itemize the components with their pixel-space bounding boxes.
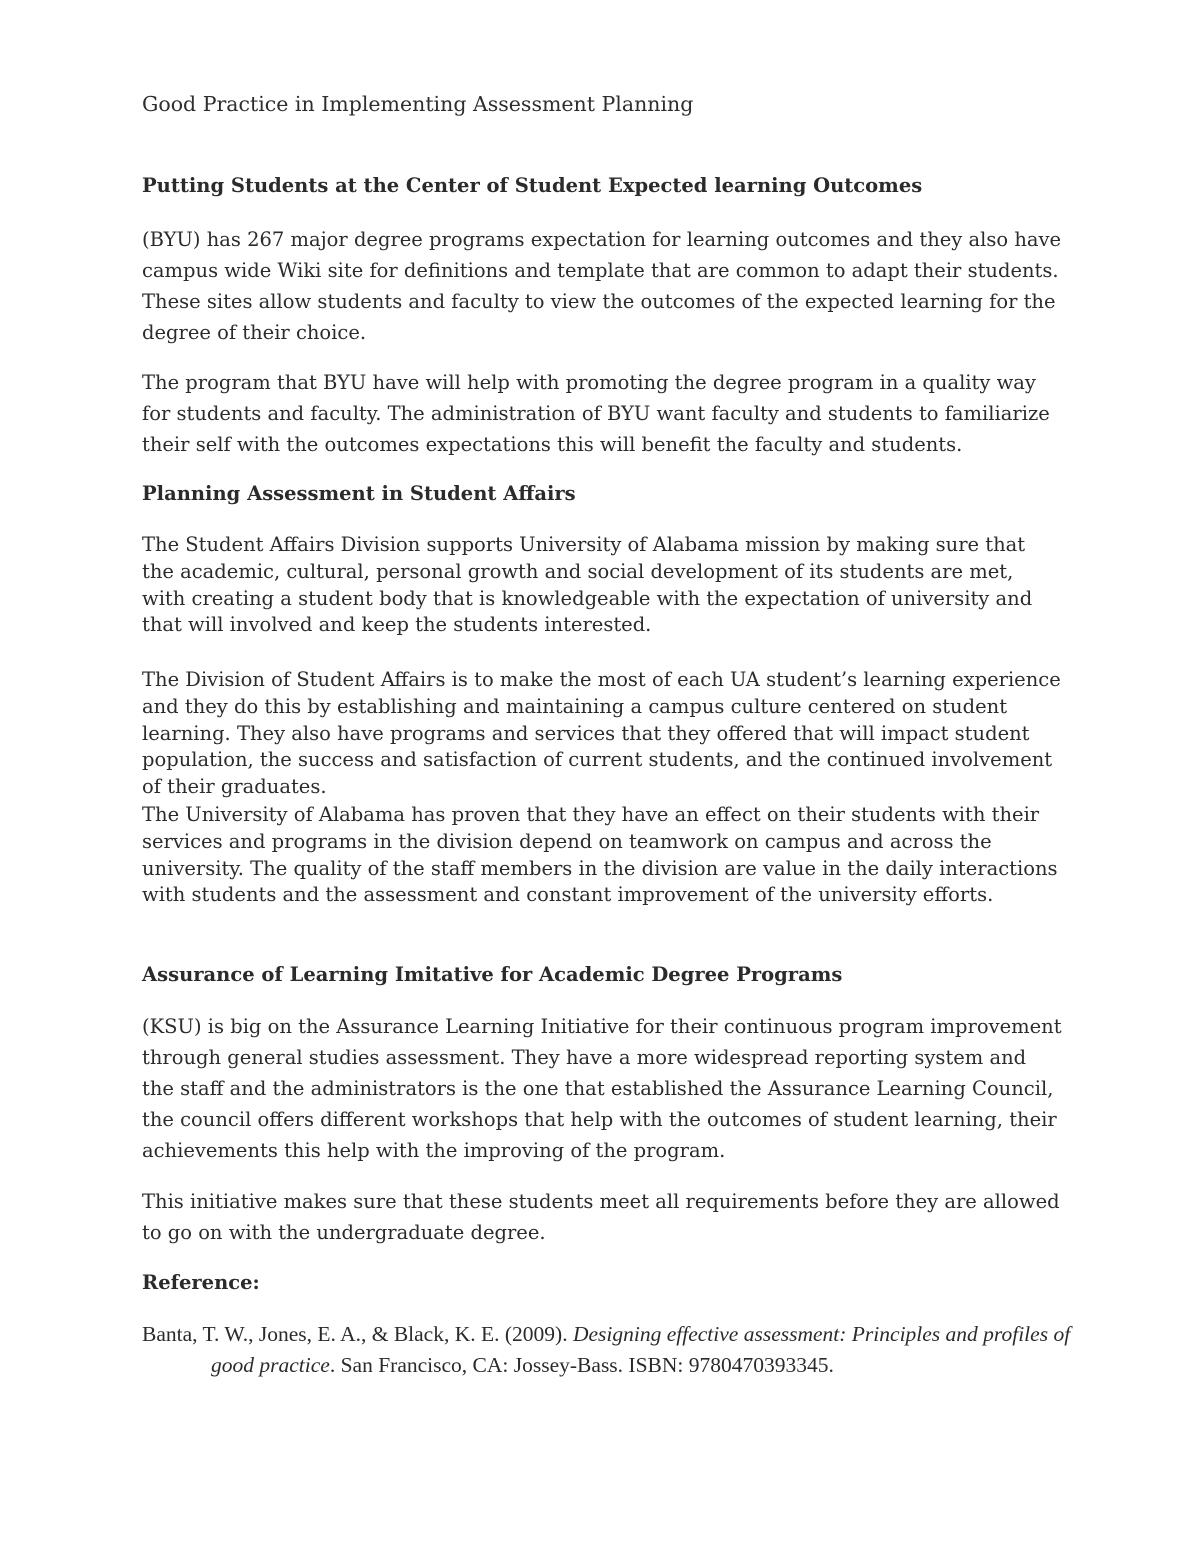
paragraph-byu-promotion: The program that BYU have will help with promoting the degree program in a quality way for students and faculty. The administration of BYU want faculty and students to familiarize their self with the outcomes expectations this will benefit the faculty and students. (142, 371, 1050, 456)
paragraph-initiative-requirements: This initiative makes sure that these students meet all requirements before they are allowed to go on with the undergraduate degree. (142, 1190, 1060, 1244)
paragraph-university-alabama: The University of Alabama has proven that they have an effect on their students with their services and programs in the division depend on teamwork on campus and across the university. The quality of the staff members in the division are value in the daily interactions with students and the assessment and constant improvement of the university efforts. (142, 803, 1058, 907)
reference-publisher: . San Francisco, CA: Jossey-Bass. ISBN: 9780470393345. (329, 1353, 834, 1377)
references-heading: Reference: (142, 1271, 260, 1294)
document-title: Good Practice in Implementing Assessment Planning (142, 92, 694, 116)
section-heading-student-affairs: Planning Assessment in Student Affairs (142, 482, 576, 505)
section-heading-student-outcomes: Putting Students at the Center of Student Expected learning Outcomes (142, 174, 923, 197)
paragraph-student-affairs-division: The Student Affairs Division supports University of Alabama mission by making sure that the academic, cultural, personal growth and social development of its students are met, with creating a student body that is knowledgeable with the expectation of university and that will involved and keep the students interested. (142, 533, 1033, 637)
section-heading-assurance-learning: Assurance of Learning Imitative for Academic Degree Programs (142, 963, 843, 986)
paragraph-student-affairs-purpose: The Division of Student Affairs is to make the most of each UA student’s learning experience and they do this by establishing and maintaining a campus culture centered on student learning. They also have programs and services that they offered that will impact student population, the success and satisfaction of current students, and the continued involvement of their graduates. (142, 668, 1061, 799)
reference-authors: Banta, T. W., Jones, E. A., & Black, K. E. (2009). (142, 1322, 573, 1346)
paragraph-ksu-initiative: (KSU) is big on the Assurance Learning Initiative for their continuous program improvement through general studies assessment. They have a more widespread reporting system and the staff and the administrators is the one that established the Assurance Learning Council, the council offers different workshops that help with the outcomes of student learning, their achievements this help with the improving of the program. (142, 1015, 1062, 1162)
paragraph-byu-programs: (BYU) has 267 major degree programs expectation for learning outcomes and they also have campus wide Wiki site for definitions and template that are common to adapt their students. These sites allow students and faculty to view the outcomes of the expected learning for the degree of their choice. (142, 228, 1062, 344)
reference-book-title: Designing effective assessment: Principles and profiles of good practice (211, 1322, 1071, 1377)
reference-entry (142, 1319, 1111, 1381)
